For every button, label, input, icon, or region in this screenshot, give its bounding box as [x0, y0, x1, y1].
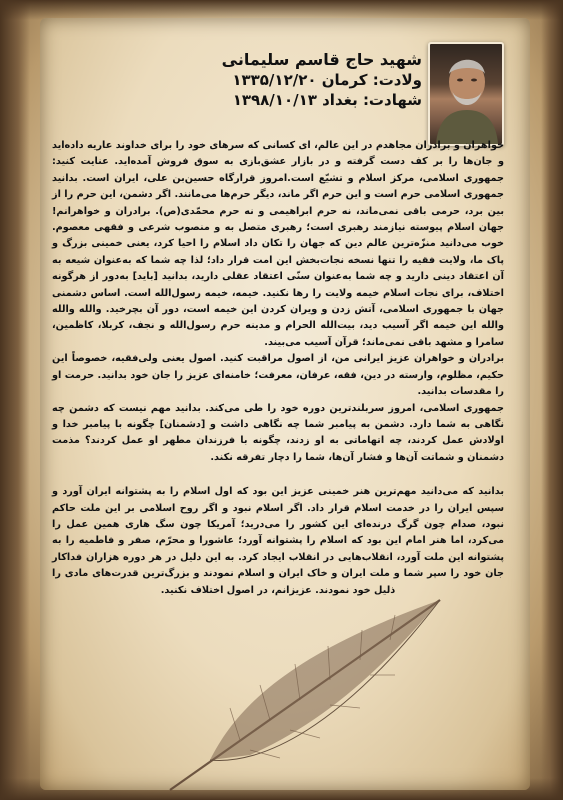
birth-info: ولادت: کرمان ۱۳۳۵/۱۲/۲۰ [232, 71, 422, 89]
paragraph: برادران و خواهران عزیز ایرانی من، از اصول مراقبت کنید. اصول یعنی ولی‌فقیه، خصوصاً این حکیم، مظلوم، وارسته در دین، فقه، عرفان، معرفت؛ خامنه‌ای عزیز را جان خود بدانید. حرمت او را مقدسات بدانید. [52, 353, 504, 398]
title-block [210, 50, 422, 110]
paragraph: خواهران و برادران مجاهدم در این عالم، ای کسانی که سرهای خود را برای خداوند عاریه داده‌اید و جان‌ها را بر کف دست گرفته و در بازار عشق‌بازی به سوق فروش آمده‌اید. عنایت کنید: جمهوری اسلامی، مرکز اسلام و تشیّع است.امروز قرارگاه حسین‌بن علی، ایران است. بدانید جمهوری اسلامی حرم است و این حرم اگر ماند، دیگر حرم‌ها می‌مانند. اگر دشمن، این حرم را از بین برد، حرمی باقی نمی‌ماند، نه حرم ابراهیمی و نه حرم محمّدی(ص). برادران و خواهرانم! جهان اسلام پیوسته نیازمند رهبری است؛ رهبری متصل به و منصوب شرعی و فقهی معصوم. خوب می‌دانید منزّه‌ترین عالم دین که جهان را تکان داد اسلام را احیا کرد، یعنی خمینی بزرگ و پاک ما، ولایت فقیه را تنها نسخه نجات‌بخش این امت قرار داد؛ لذا چه شما که به‌عنوان شیعه به آن اعتقاد دینی دارید و چه شما به‌عنوان سنّی اعتقاد عقلی دارید، بدانید [باید] به‌دور از هرگونه اختلاف، برای نجات اسلام خیمه ولایت را رها نکنید. خیمه، خیمه رسول‌الله است. اساس دشمنی جهان با جمهوری اسلامی، آتش زدن و ویران کردن این خیمه است، دور آن بچرخید. والله والله والله این خیمه اگر آسیب دید، بیت‌الله الحرام و مدینه حرم رسول‌الله و نجف، کربلا، کاظمین، سامرا و مشهد باقی نمی‌ماند؛ قرآن آسیب می‌بیند. [52, 140, 504, 348]
martyrdom-info: شهادت: بغداد ۱۳۹۸/۱۰/۱۳ [232, 91, 422, 109]
frame-edge-right [541, 0, 563, 800]
paragraph: بدانید که می‌دانید مهم‌ترین هنر خمینی عزیز این بود که اول اسلام را به پشتوانه ایران آورد و سپس ایران را در خدمت اسلام قرار داد. اگر اسلام نبود و اگر روح اسلامی بر این ملت حاکم نبود، صدام چون گرگ درنده‌ای این کشور را می‌درید؛ آمریکا چون سگ هاری همین عمل را می‌کرد، اما هنر امام این بود که اسلام را پشتوانه آورد؛ عاشورا و محرّم، صفر و فاطمیه را به پشتوانه این ملت آورد، انقلاب‌هایی در انقلاب ایجاد کرد. به این دلیل در هر دوره هزاران فداکار جان خود را سپر شما و ملت ایران و خاک ایران و اسلام نمودند و بزرگ‌ترین قدرت‌های مادی را ذلیل خود نمودند. عزیزانم، در اصول اختلاف نکنید. [52, 486, 504, 596]
martyr-name: شهید حاج قاسم سلیمانی [221, 50, 422, 69]
frame-edge-top [0, 0, 563, 20]
portrait-icon [430, 44, 502, 144]
frame-edge-left [0, 0, 30, 800]
will-text [52, 138, 504, 599]
paragraph: جمهوری اسلامی، امروز سربلندترین دوره خود را طی می‌کند. بدانید مهم نیست که دشمن چه نگاهی به شما دارد. دشمن به پیامبر شما چه نگاهی داشت و [دشمنان] چگونه با پیامبر خدا و اولادش عمل کردند، چه اتهاماتی به او زدند، چگونه با فرزندان مطهر او عمل کردند؟ مذمت دشمنان و شماتت آن‌ها و فشار آن‌ها، شما را دچار تفرقه نکند. [52, 402, 504, 463]
quill-feather-icon [150, 590, 450, 795]
portrait-photo [428, 42, 504, 146]
